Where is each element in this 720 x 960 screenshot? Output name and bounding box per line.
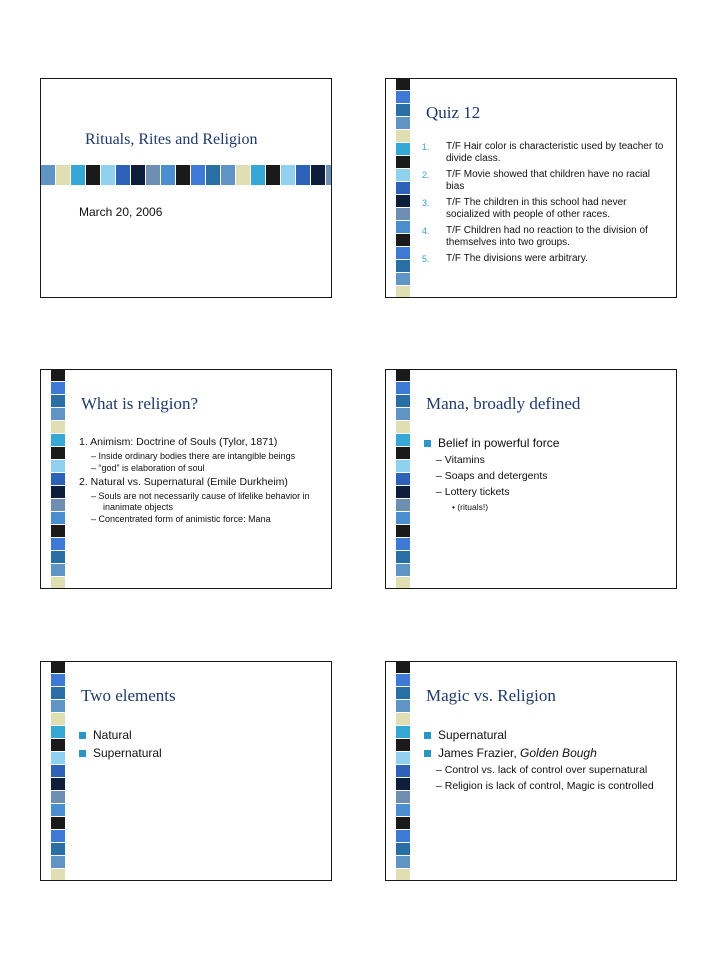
slide-title: What is religion?: [81, 394, 199, 413]
strip-segment: [396, 382, 410, 394]
strip-segment: [396, 830, 410, 842]
strip-segment: [396, 234, 410, 246]
strip-segment: [396, 661, 410, 673]
strip-segment: [396, 156, 410, 168]
strip-segment: [51, 726, 65, 738]
strip-segment: [51, 804, 65, 816]
strip-segment: [51, 538, 65, 550]
slide-5: [40, 661, 332, 881]
item-text: T/F Children had no reaction to the division of themselves into two groups.: [446, 225, 648, 248]
strip-segment: [51, 499, 65, 511]
strip-segment: [51, 674, 65, 686]
strip-segment: [51, 778, 65, 790]
strip-segment: [51, 856, 65, 868]
sub-item: – Soaps and detergents: [436, 470, 548, 482]
list-item: [422, 141, 668, 165]
quiz-list: [422, 141, 668, 269]
strip-segment: [51, 687, 65, 699]
strip-segment: [51, 486, 65, 498]
item-text: T/F The divisions were arbitrary.: [446, 253, 588, 264]
decorative-vertical-strip: [396, 661, 410, 881]
sub-point: – Concentrated form of animistic force: Mana: [91, 514, 271, 524]
item-text: T/F Hair color is characteristic used by teacher to divide class.: [446, 141, 664, 164]
square-bullet-icon: [79, 732, 86, 739]
strip-segment: [396, 869, 410, 881]
strip-segment: [396, 752, 410, 764]
strip-segment: [396, 674, 410, 686]
strip-segment: [51, 713, 65, 725]
strip-segment: [396, 182, 410, 194]
strip-segment: [396, 473, 410, 485]
strip-segment: [131, 165, 145, 185]
item-text: T/F The children in this school had never socialized with people of other races.: [446, 197, 627, 220]
item-number: 2.: [422, 170, 430, 180]
slide-title: Magic vs. Religion: [426, 686, 556, 705]
item-number: 3.: [422, 198, 430, 208]
sub-item: – Control vs. lack of control over supernatural: [436, 764, 648, 776]
strip-segment: [396, 499, 410, 511]
strip-segment: [396, 700, 410, 712]
slide-title: Two elements: [81, 686, 176, 705]
slide-body: [79, 434, 327, 526]
strip-segment: [326, 165, 332, 185]
item-number: 1.: [422, 142, 430, 152]
strip-segment: [396, 843, 410, 855]
sub-item: – Vitamins: [436, 454, 485, 466]
strip-segment: [396, 247, 410, 259]
strip-segment: [396, 739, 410, 751]
list-item: [422, 225, 668, 249]
strip-segment: [396, 195, 410, 207]
square-bullet-icon: [424, 732, 431, 739]
strip-segment: [396, 538, 410, 550]
sub-point: – Inside ordinary bodies there are intangible beings: [91, 451, 296, 461]
strip-segment: [396, 564, 410, 576]
strip-segment: [51, 473, 65, 485]
strip-segment: [396, 791, 410, 803]
strip-segment: [311, 165, 325, 185]
bullet-item: [79, 728, 327, 743]
strip-segment: [51, 739, 65, 751]
sub-point: – “god” is elaboration of soul: [91, 463, 205, 473]
bullet-item: [424, 728, 672, 743]
strip-segment: [206, 165, 220, 185]
square-bullet-icon: [79, 750, 86, 757]
strip-segment: [396, 778, 410, 790]
slide-2: [385, 78, 677, 298]
point-natural-supernatural: 2. Natural vs. Supernatural (Emile Durkheim): [79, 476, 288, 488]
square-bullet-icon: [424, 440, 431, 447]
strip-segment: [396, 286, 410, 298]
strip-segment: [51, 460, 65, 472]
strip-segment: [281, 165, 295, 185]
strip-segment: [396, 117, 410, 129]
bullet-text: Supernatural: [93, 746, 162, 760]
list-item: [422, 253, 668, 265]
strip-segment: [101, 165, 115, 185]
sub-item: – Lottery tickets: [436, 486, 510, 498]
strip-segment: [51, 577, 65, 589]
strip-segment: [396, 104, 410, 116]
strip-segment: [51, 447, 65, 459]
slide-1: [40, 78, 332, 298]
strip-segment: [396, 551, 410, 563]
strip-segment: [161, 165, 175, 185]
decorative-vertical-strip: [396, 369, 410, 589]
strip-segment: [296, 165, 310, 185]
sub-sub-item: • (rituals!): [452, 502, 489, 512]
strip-segment: [396, 369, 410, 381]
bullet-item: [424, 436, 672, 451]
strip-segment: [176, 165, 190, 185]
strip-segment: [251, 165, 265, 185]
bullet-text: Natural: [93, 728, 132, 742]
strip-segment: [396, 143, 410, 155]
list-item: [422, 169, 668, 193]
strip-segment: [396, 91, 410, 103]
strip-segment: [396, 577, 410, 589]
strip-segment: [396, 460, 410, 472]
strip-segment: [396, 421, 410, 433]
book-title: Golden Bough: [520, 746, 597, 760]
strip-segment: [51, 434, 65, 446]
decorative-vertical-strip: [51, 661, 65, 881]
strip-segment: [396, 130, 410, 142]
strip-segment: [236, 165, 250, 185]
strip-segment: [396, 78, 410, 90]
strip-segment: [396, 395, 410, 407]
item-number: 4.: [422, 226, 430, 236]
slide-body: [79, 726, 327, 764]
strip-segment: [396, 817, 410, 829]
slide-body: [424, 434, 672, 515]
strip-segment: [51, 700, 65, 712]
strip-segment: [396, 169, 410, 181]
sub-point: – Souls are not necessarily cause of lifelike behavior in inanimate objects: [91, 491, 310, 512]
strip-segment: [51, 817, 65, 829]
bullet-text: Supernatural: [438, 728, 507, 742]
strip-segment: [116, 165, 130, 185]
strip-segment: [51, 551, 65, 563]
slide-title: Quiz 12: [426, 103, 481, 122]
strip-segment: [86, 165, 100, 185]
point-animism: 1. Animism: Doctrine of Souls (Tylor, 1871): [79, 436, 278, 448]
strip-segment: [396, 804, 410, 816]
item-number: 5.: [422, 254, 430, 264]
slide-body: [424, 726, 672, 796]
bullet-item: [424, 746, 672, 761]
strip-segment: [56, 165, 70, 185]
strip-segment: [396, 260, 410, 272]
strip-segment: [396, 713, 410, 725]
square-bullet-icon: [424, 750, 431, 757]
sub-item: – Religion is lack of control, Magic is controlled: [436, 780, 654, 792]
bullet-item: [79, 746, 327, 761]
strip-segment: [396, 486, 410, 498]
strip-segment: [396, 408, 410, 420]
strip-segment: [51, 830, 65, 842]
strip-segment: [51, 369, 65, 381]
strip-segment: [221, 165, 235, 185]
strip-segment: [51, 382, 65, 394]
strip-segment: [396, 273, 410, 285]
strip-segment: [51, 661, 65, 673]
strip-segment: [191, 165, 205, 185]
strip-segment: [396, 765, 410, 777]
strip-segment: [396, 434, 410, 446]
strip-segment: [71, 165, 85, 185]
decorative-horizontal-strip: [41, 165, 332, 185]
slide-6: [385, 661, 677, 881]
slide-title: Mana, broadly defined: [426, 394, 581, 413]
strip-segment: [396, 208, 410, 220]
strip-segment: [396, 447, 410, 459]
decorative-vertical-strip: [396, 78, 410, 298]
strip-segment: [51, 564, 65, 576]
strip-segment: [51, 765, 65, 777]
bullet-text: Belief in powerful force: [438, 436, 560, 450]
strip-segment: [396, 221, 410, 233]
decorative-vertical-strip: [51, 369, 65, 589]
strip-segment: [146, 165, 160, 185]
slide-date: March 20, 2006: [79, 205, 163, 219]
strip-segment: [41, 165, 55, 185]
strip-segment: [51, 421, 65, 433]
list-item: [422, 197, 668, 221]
strip-segment: [51, 395, 65, 407]
item-text: T/F Movie showed that children have no racial bias: [446, 169, 650, 192]
strip-segment: [51, 512, 65, 524]
strip-segment: [51, 525, 65, 537]
slide-3: [40, 369, 332, 589]
strip-segment: [51, 869, 65, 881]
slide-4: [385, 369, 677, 589]
slide-title: Rituals, Rites and Religion: [85, 131, 258, 148]
strip-segment: [266, 165, 280, 185]
strip-segment: [51, 408, 65, 420]
strip-segment: [51, 843, 65, 855]
strip-segment: [51, 791, 65, 803]
strip-segment: [51, 752, 65, 764]
bullet-text: James Frazier,: [438, 746, 521, 760]
strip-segment: [396, 856, 410, 868]
strip-segment: [396, 512, 410, 524]
strip-segment: [396, 726, 410, 738]
strip-segment: [396, 687, 410, 699]
strip-segment: [396, 525, 410, 537]
